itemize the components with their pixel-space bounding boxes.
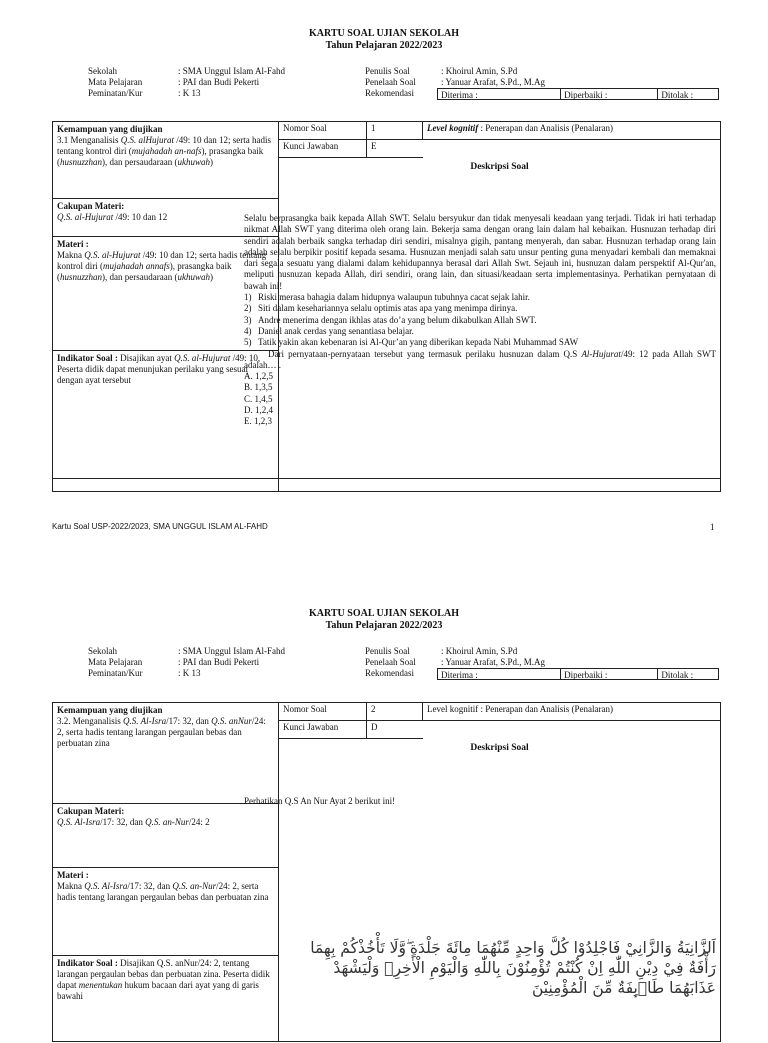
exam-card-page-2 [0,590,768,1024]
option-b: B. 1,3,5 [244,382,273,393]
nomor-soal-row: Nomor Soal 1 Level kognitif : Penerapan dan Analisis (Penalaran) [279,122,720,140]
arabic-line: عَذَابَهُمَا طَاۤىِٕفَةٌ مِّنَ الْمُؤْمِنِيْنَ [532,979,716,997]
list-item: 3) Andre menerima dengan ikhlas atas do’a yang belum dikabulkan Allah SWT. [244,314,537,325]
question-paragraph: Selalu berprasangka baik kepada Allah SWT. Selalu bersyukur dan tidak menyesali keadaan yang terjadi. Tidak iri hati terhadap nikmat Allah SWT yang diterima oleh orang lain. Bekerja sama dengan orang lain dalam hal kebaikan. Husnuzan terhadap diri sendiri adalah berbaik sangka terhadap diri sendiri, misalnya gigih, pantang menyerah, dan sabar. Husnuzan terhadap orang lain adalah selalu berpikir positif kepada sesama. Husnuzan menjadi salah satu unsur penting guna menyadari kembali dan memaknai dari segala sesuatu yang dialami dalam kehidupannya berasal dari Allah Swt. Sejauh ini, husnuzan dalam perspektif Al-Qur'an, meliputi husnuzan kepada Allah, diri sendiri, orang lain, dan situasi/keadaan serta implementasinya. Perhatikan pernyataan di bawah ini! [244,213,716,291]
question-stem: Dari pernyataan-pernyataan tersebut yang termasuk perilaku husnuzan dalam Q.S Al-Hujurat/49: 12 pada Allah SWT adalah… . [244,348,716,370]
option-e: E. 1,2,3 [244,416,272,427]
kunci-jawaban-row: Kunci Jawaban D [279,721,423,739]
rek-diterima: Diterima : [438,669,561,679]
info-left: Sekolah : SMA Unggul Islam Al-Fahd Mata Pelajaran : PAI dan Budi Pekerti Peminatan/Kur : K 13 [88,646,286,678]
page-number: 1 [710,522,715,532]
indikator-section: Indikator Soal : Disajikan ayat Q.S. al-Hujurat /49: 10, Peserta didik dapat menunjukan perilaku yang sesuai dengan ayat tersebut [53,350,278,478]
cakupan-section: Cakupan Materi: Q.S. al-Hujurat /49: 10 dan 12 [53,198,278,236]
info-right: Penulis Soal : Khoirul Amin, S.Pd Penelaah Soal : Yanuar Arafat, S.Pd., M.Ag Rekomendasi [365,66,546,98]
nomor-soal-value: 2 [367,703,423,720]
kemampuan-section: Kemampuan yang diujikan 3.2. Menganalisis Q.S. Al-Isra/17: 32, dan Q.S. anNur/24: 2, serta hadis tentang larangan pergaulan bebas dan perbuatan zina [57,705,266,748]
question-description [244,213,716,428]
rek-diperbaiki: Diperbaiki : [561,669,658,679]
rek-ditolak: Ditolak : [661,90,694,100]
info-right: Penulis Soal : Khoirul Amin, S.Pd Penelaah Soal : Yanuar Arafat, S.Pd., M.Ag Rekomendasi [365,646,546,678]
rek-ditolak: Ditolak : [661,670,694,680]
list-item: 1) Riski merasa bahagia dalam hidupnya walaupun tubuhnya cacat sejak lahir. [244,292,530,303]
school-year: Tahun Pelajaran 2022/2023 [325,40,443,51]
card-title: KARTU SOAL UJIAN SEKOLAH [309,28,459,39]
rek-diperbaiki: Diperbaiki : [561,89,658,99]
question-prompt: Perhatikan Q.S An Nur Ayat 2 berikut ini! [244,796,396,806]
list-item: 4) Daniel anak cerdas yang senantiasa belajar. [244,325,414,336]
rek-diterima: Diterima : [438,89,561,99]
answer-options [244,371,716,427]
page-footer: Kartu Soal USP-2022/2023, SMA UNGGUL ISLAM AL-FAHD [52,522,268,531]
arabic-verse [276,938,716,998]
kunci-jawaban-value: E [371,141,377,151]
materi-section: Materi : Makna Q.S. al-Hujurat /49: 10 dan 12; serta hadis tentang kontrol diri (mujahadah annafs), prasangka baik (husnuzzhan), dan persaudaraan (ukhuwah) [53,236,278,350]
info-left: Sekolah : SMA Unggul Islam Al-Fahd Mata Pelajaran : PAI dan Budi Pekerti Peminatan/Kur : K 13 [88,66,286,98]
cakupan-section: Cakupan Materi: Q.S. Al-Isra/17: 32, dan Q.S. an-Nur/24: 2 [53,803,278,867]
option-d: D. 1,2,4 [244,405,273,416]
deskripsi-title: Deskripsi Soal [470,162,529,172]
indikator-section: Indikator Soal : Disajikan Q.S. anNur/24: 2, tentang larangan pergaulan bebas dan perbuatan zina. Peserta didik dapat menentukan hukum bacaan dari ayat yang di garis bawahi [53,955,278,1043]
level-kognitif: Level kognitif : Penerapan dan Analisis (Penalaran) [427,123,613,133]
school-year: Tahun Pelajaran 2022/2023 [325,620,443,631]
option-c: C. 1,4,5 [244,393,273,404]
rekomendasi-box [437,88,719,100]
deskripsi-title: Deskripsi Soal [470,743,529,753]
left-column [53,703,279,1041]
list-item: 2) Siti dalam kesehariannya selalu optimis atas apa yang menimpa dirinya. [244,303,518,314]
level-kognitif: Level kognitif : Penerapan dan Analisis (Penalaran) [427,704,613,714]
kemampuan-section: Kemampuan yang diujikan 3.1 Menganalisis Q.S. alHujurat /49: 10 dan 12; serta hadis tentang kontrol diri (mujahadah an-nafs), prasangka baik (husnuzzhan), dan persaudaraan (ukhuwah) [57,124,271,167]
list-item: 5) Tatik yakin akan kebenaran isi Al-Qur’an yang diberikan kepada Nabi Muhammad SAW [244,337,579,348]
card-title: KARTU SOAL UJIAN SEKOLAH [309,608,459,619]
arabic-line: اَلزَّانِيَةُ وَالزَّانِيْ فَاجْلِدُوْا كُلَّ وَاحِدٍ مِّنْهُمَا مِائَةَ جَلْدَةٍ ۖوَّلَا تَأْخُذْكُمْ بِهِمَا [310,939,716,957]
rekomendasi-box [437,668,719,680]
kunci-jawaban-row: Kunci Jawaban E [279,140,423,158]
nomor-soal-value: 1 [367,122,423,139]
statement-list [244,292,716,348]
materi-section: Materi : Makna Q.S. Al-Isra/17: 32, dan Q.S. an-Nur/24: 2, serta hadis tentang larangan pergaulan bebas dan perbuatan zina [53,867,278,955]
option-a: A. 1,2,5 [244,371,273,382]
nomor-soal-row: Nomor Soal 2 Level kognitif : Penerapan dan Analisis (Penalaran) [279,703,720,721]
kunci-jawaban-value: D [371,722,378,732]
arabic-line: رَأْفَةٌ فِيْ دِيْنِ اللّٰهِ اِنْ كُنْتُمْ تُؤْمِنُوْنَ بِاللّٰهِ وَالْيَوْمِ الْاٰخِرِۚ وَلْيَشْهَدْ [333,959,716,977]
